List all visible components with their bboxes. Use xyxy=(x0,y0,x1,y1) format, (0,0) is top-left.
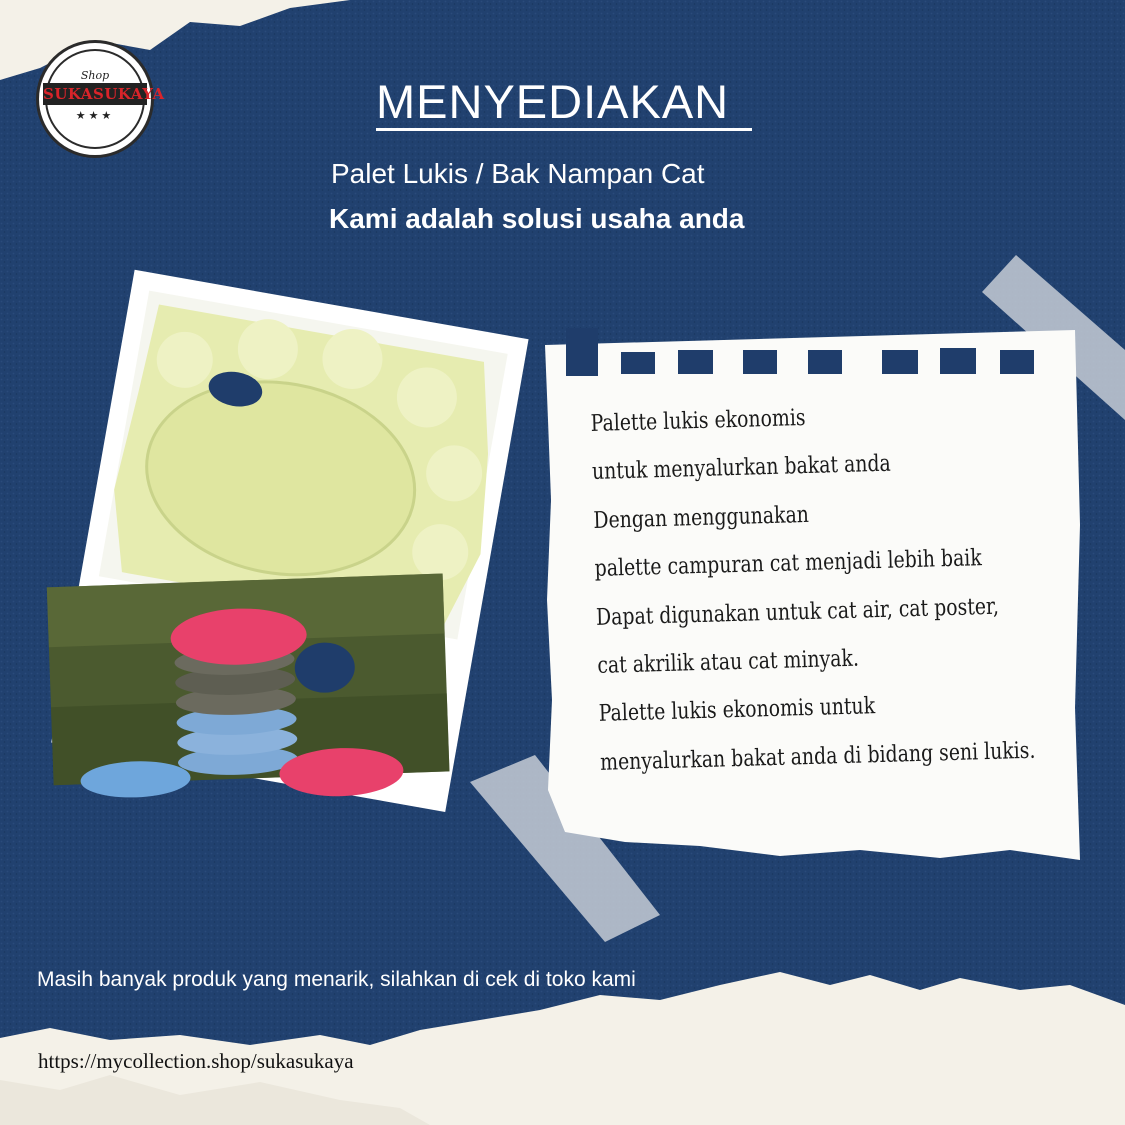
headline-underline xyxy=(376,128,752,131)
logo-shop-label: Shop xyxy=(80,69,110,82)
note-line: untuk menyalurkan bakat anda xyxy=(591,451,892,486)
note-card-notch xyxy=(743,350,777,374)
shop-url-link[interactable]: https://mycollection.shop/sukasukaya xyxy=(38,1049,354,1073)
note-line: cat akrilik atau cat minyak. xyxy=(597,645,860,679)
stacked-palettes-photo xyxy=(47,573,450,806)
note-card-text xyxy=(590,385,1125,787)
note-card-notch xyxy=(621,352,655,374)
note-card-notch xyxy=(882,350,918,374)
note-card-notch xyxy=(940,348,976,374)
logo-brand-name: SUKASUKAYA xyxy=(43,85,165,103)
note-card-notch xyxy=(1000,350,1034,374)
note-line: palette campuran cat menjadi lebih baik xyxy=(594,545,983,583)
headline: MENYEDIAKAN xyxy=(376,75,730,128)
note-card-notch xyxy=(678,350,713,374)
promo-text: Masih banyak produk yang menarik, silahkan di cek di toko kami xyxy=(37,968,636,991)
subtitle: Palet Lukis / Bak Nampan Cat xyxy=(331,158,705,189)
note-line: Palette lukis ekonomis xyxy=(590,404,806,437)
shop-logo xyxy=(36,40,165,158)
note-line: menyalurkan bakat anda di bidang seni lukis. xyxy=(599,737,1036,776)
note-line: Dengan menggunakan xyxy=(593,501,810,534)
note-line: Palette lukis ekonomis untuk xyxy=(598,693,876,728)
note-card-notch xyxy=(566,328,598,376)
note-line: Dapat digunakan untuk cat air, cat poster, xyxy=(595,593,1000,631)
logo-stars-icon: ★★★ xyxy=(75,110,115,122)
tagline: Kami adalah solusi usaha anda xyxy=(329,203,745,234)
torn-paper-bottom xyxy=(0,1075,430,1125)
note-card-notch xyxy=(808,350,842,374)
